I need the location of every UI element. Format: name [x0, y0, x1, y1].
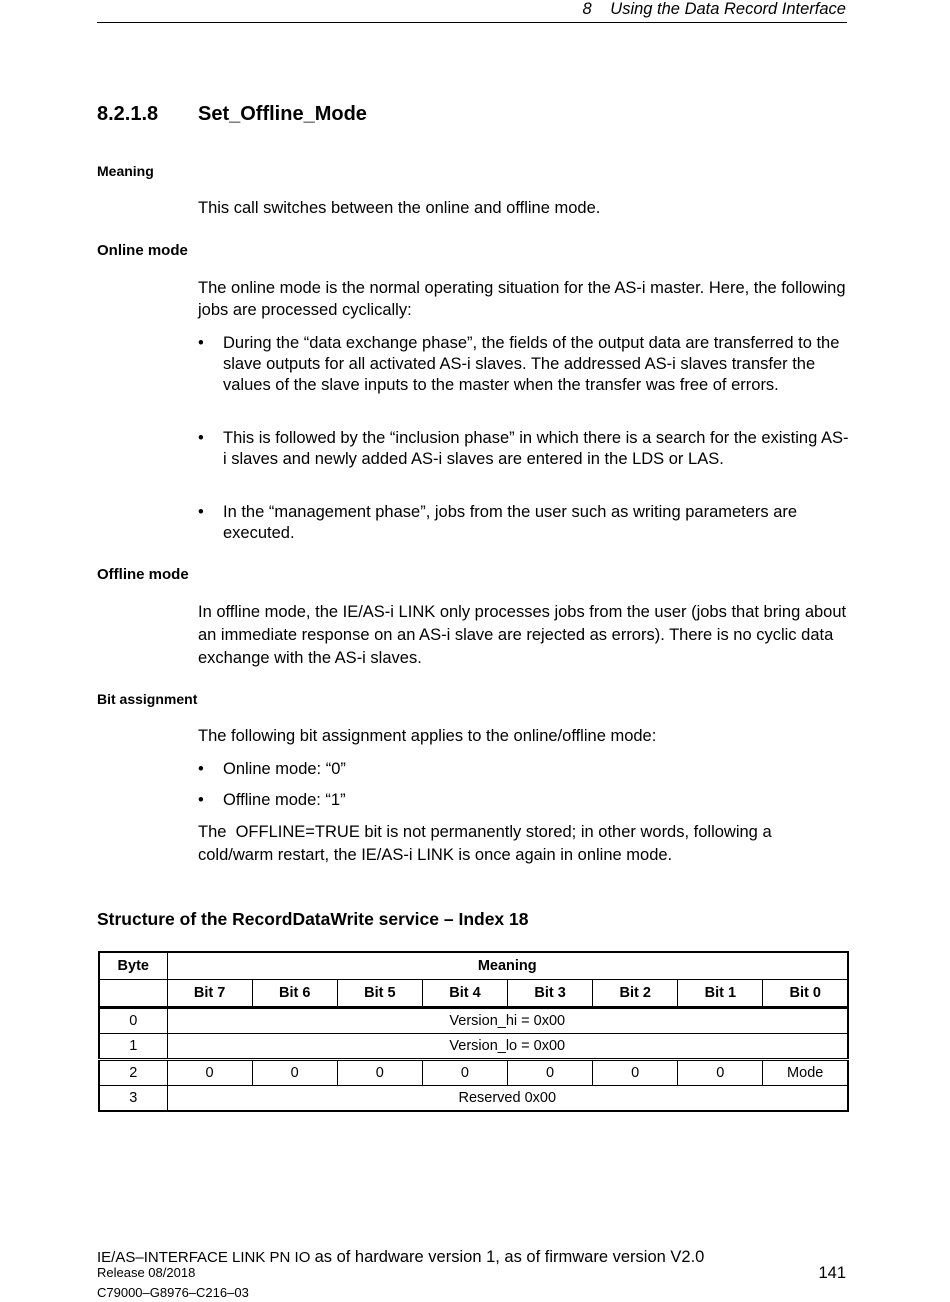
header-byte-blank — [99, 980, 167, 1008]
header-meaning: Meaning — [167, 952, 848, 980]
list-item-text: This is followed by the “inclusion phase” in which there is a search for the existing AS-i slaves and newly added AS-i slaves are entered in the LDS or LAS. — [223, 429, 849, 468]
byte-cell: 2 — [99, 1060, 167, 1086]
bullet-icon: • — [198, 334, 204, 352]
footer-doc-id: C79000–G8976–C216–03 — [97, 1285, 249, 1300]
list-item — [198, 759, 850, 780]
header-chapter-number: 8 — [582, 0, 592, 18]
table-header-row — [99, 952, 848, 980]
bullet-icon: • — [198, 760, 204, 778]
bit-assignment-note: The OFFLINE=TRUE bit is not permanently stored; in other words, following a cold/warm restart, the IE/AS-i LINK is once again in online mode. — [198, 823, 777, 864]
header-bit: Bit 1 — [678, 980, 763, 1008]
bit-cell: Mode — [763, 1060, 848, 1086]
table-row — [99, 1086, 848, 1112]
table-row — [99, 1008, 848, 1034]
bit-cell: 0 — [252, 1060, 337, 1086]
header-bit: Bit 6 — [252, 980, 337, 1008]
bullet-icon: • — [198, 503, 204, 521]
header-bit: Bit 2 — [593, 980, 678, 1008]
bit-cell: 0 — [422, 1060, 507, 1086]
header-chapter-title: Using the Data Record Interface — [610, 0, 846, 18]
list-item — [198, 333, 850, 396]
header-bit: Bit 5 — [337, 980, 422, 1008]
header-bit: Bit 4 — [422, 980, 507, 1008]
byte-cell: 1 — [99, 1034, 167, 1060]
bit-cell: 0 — [508, 1060, 593, 1086]
bit-assignment-intro: The following bit assignment applies to the online/offline mode: — [198, 727, 657, 745]
header-bit: Bit 7 — [167, 980, 252, 1008]
bit-assignment-label: Bit assignment — [97, 691, 198, 707]
table-row — [99, 1060, 848, 1086]
online-mode-label: Online mode — [97, 242, 188, 259]
bit-cell: 0 — [678, 1060, 763, 1086]
header-rule — [97, 22, 847, 23]
bit-cell: 0 — [167, 1060, 252, 1086]
header-bit: Bit 3 — [508, 980, 593, 1008]
bit-cell: 0 — [337, 1060, 422, 1086]
byte-cell: 0 — [99, 1008, 167, 1034]
meaning-cell: Version_hi = 0x00 — [167, 1008, 848, 1034]
list-item-text: In the “management phase”, jobs from the user such as writing parameters are executed. — [223, 503, 798, 542]
table-bit-header-row — [99, 980, 848, 1008]
section-number: 8.2.1.8 — [97, 103, 159, 125]
list-item — [198, 502, 850, 544]
header-bit: Bit 0 — [763, 980, 848, 1008]
meaning-text: This call switches between the online and offline mode. — [198, 199, 601, 217]
list-item-text: During the “data exchange phase”, the fields of the output data are transferred to the slave outputs for all activated AS-i slaves. The addressed AS-i slaves transfer the values of the slave inputs to the master when the transfer was free of errors. — [223, 334, 840, 394]
byte-cell: 3 — [99, 1086, 167, 1112]
list-item — [198, 428, 850, 470]
list-item — [198, 790, 850, 811]
running-header — [583, 0, 847, 19]
page-number: 141 — [818, 1264, 846, 1282]
online-mode-intro: The online mode is the normal operating situation for the AS-i master. Here, the following jobs are processed cyclically: — [198, 279, 846, 319]
footer-product: IE/AS–INTERFACE LINK PN IO — [97, 1249, 311, 1266]
bit-cell: 0 — [593, 1060, 678, 1086]
list-item-text: Online mode: “0” — [223, 760, 346, 778]
header-byte: Byte — [99, 952, 167, 980]
offline-mode-text: In offline mode, the IE/AS-i LINK only processes jobs from the user (jobs that bring about an immediate response on an AS-i slave are rejected as errors). There is no cyclic data exchange with the AS-i slaves. — [198, 603, 847, 667]
bullet-icon: • — [198, 791, 204, 809]
footer-release: Release 08/2018 — [97, 1265, 196, 1280]
meaning-label: Meaning — [97, 163, 154, 179]
list-item-text: Offline mode: “1” — [223, 791, 346, 809]
meaning-cell: Reserved 0x00 — [167, 1086, 848, 1112]
meaning-cell: Version_lo = 0x00 — [167, 1034, 848, 1060]
footer-version: as of hardware version 1, as of firmware version V2.0 — [314, 1248, 705, 1266]
structure-title: Structure of the RecordDataWrite service – Index 18 — [97, 909, 529, 929]
bullet-icon: • — [198, 429, 204, 447]
section-title: Set_Offline_Mode — [198, 103, 367, 125]
table-row — [99, 1034, 848, 1060]
offline-mode-label: Offline mode — [97, 566, 189, 583]
record-structure-table — [98, 951, 849, 1112]
section-heading — [97, 103, 367, 126]
